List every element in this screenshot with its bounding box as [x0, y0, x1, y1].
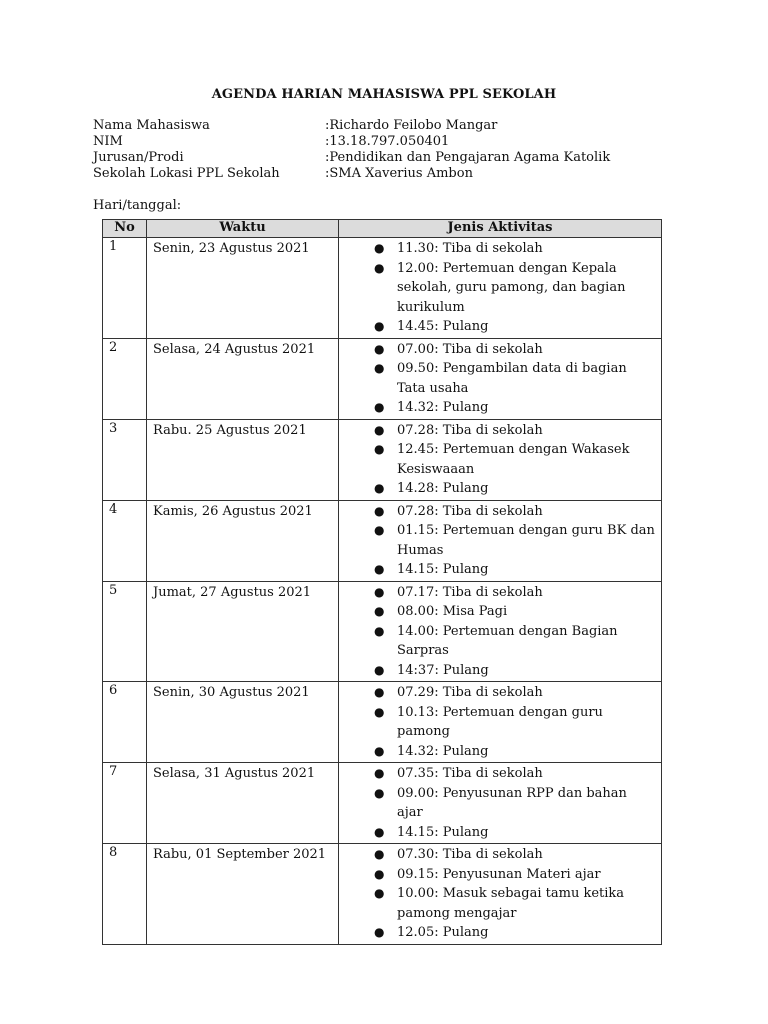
bullet-icon: ●: [374, 847, 385, 861]
activity-text: 01.15: Pertemuan dengan guru BK dan Humas: [397, 523, 655, 558]
cell-no: 6: [103, 682, 147, 763]
cell-waktu: Rabu. 25 Agustus 2021: [147, 419, 339, 500]
activity-text: 14.00: Pertemuan dengan Bagian Sarpras: [397, 623, 618, 658]
info-row: [93, 150, 610, 166]
activity-list: [345, 502, 655, 580]
cell-aktivitas: [339, 419, 662, 500]
list-item: [345, 622, 655, 661]
bullet-icon: ●: [374, 562, 385, 576]
cell-aktivitas: [339, 844, 662, 945]
table-row: [103, 844, 662, 945]
activity-list: [345, 421, 655, 499]
bullet-icon: ●: [374, 260, 385, 275]
list-item: [345, 317, 655, 337]
bullet-icon: ●: [374, 824, 385, 839]
activity-text: 14.32: Pulang: [397, 743, 489, 759]
cell-aktivitas: [339, 682, 662, 763]
cell-no: 7: [103, 763, 147, 844]
list-item: [345, 479, 655, 499]
hari-tanggal-label: Hari/tanggal:: [93, 198, 182, 213]
header-aktivitas: Jenis Aktivitas: [339, 220, 662, 238]
activity-text: 07.17: Tiba di sekolah: [397, 584, 543, 600]
table-row: [103, 763, 662, 844]
cell-aktivitas: [339, 500, 662, 581]
activity-list: [345, 583, 655, 681]
list-item: [345, 602, 655, 622]
list-item: [345, 683, 655, 703]
bullet-icon: ●: [374, 503, 385, 518]
activity-text: 07.28: Tiba di sekolah: [397, 503, 543, 519]
cell-waktu: Selasa, 24 Agustus 2021: [147, 338, 339, 419]
info-row: [93, 166, 610, 182]
bullet-icon: ●: [374, 766, 385, 780]
table-row: [103, 500, 662, 581]
table-row: [103, 419, 662, 500]
cell-no: 1: [103, 238, 147, 339]
cell-no: 2: [103, 338, 147, 419]
bullet-icon: ●: [374, 319, 385, 333]
bullet-icon: ●: [374, 685, 385, 699]
table-row: [103, 682, 662, 763]
student-info: [93, 118, 610, 182]
activity-list: [345, 340, 655, 418]
activity-text: 10.13: Pertemuan dengan guru pamong: [397, 704, 603, 739]
info-value: :Pendidikan dan Pengajaran Agama Katolik: [325, 150, 611, 165]
bullet-icon: ●: [374, 704, 385, 719]
cell-aktivitas: [339, 238, 662, 339]
cell-waktu: Rabu, 01 September 2021: [147, 844, 339, 945]
info-label: Jurusan/Prodi: [93, 150, 184, 165]
bullet-icon: ●: [374, 866, 385, 881]
cell-aktivitas: [339, 581, 662, 682]
bullet-icon: ●: [374, 785, 385, 800]
list-item: [345, 865, 655, 885]
info-value: :13.18.797.050401: [325, 134, 450, 149]
activity-list: [345, 764, 655, 842]
cell-no: 8: [103, 844, 147, 945]
cell-no: 3: [103, 419, 147, 500]
list-item: [345, 845, 655, 865]
activity-text: 07.30: Tiba di sekolah: [397, 847, 543, 862]
info-row: [93, 134, 610, 150]
activity-text: 07.29: Tiba di sekolah: [397, 685, 543, 700]
activity-list: [345, 239, 655, 337]
cell-aktivitas: [339, 763, 662, 844]
activity-text: 09.15: Penyusunan Materi ajar: [397, 866, 601, 882]
list-item: [345, 359, 655, 398]
bullet-icon: ●: [374, 743, 385, 758]
cell-waktu: Senin, 30 Agustus 2021: [147, 682, 339, 763]
activity-text: 14.45: Pulang: [397, 319, 489, 334]
list-item: [345, 583, 655, 603]
activity-text: 11.30: Tiba di sekolah: [397, 241, 543, 256]
activity-text: 14.15: Pulang: [397, 562, 489, 577]
bullet-icon: ●: [374, 481, 385, 495]
activity-text: 09.00: Penyusunan RPP dan bahan ajar: [397, 785, 627, 820]
bullet-icon: ●: [374, 662, 385, 677]
cell-no: 4: [103, 500, 147, 581]
list-item: [345, 259, 655, 318]
list-item: [345, 521, 655, 560]
list-item: [345, 764, 655, 784]
cell-waktu: Selasa, 31 Agustus 2021: [147, 763, 339, 844]
list-item: [345, 923, 655, 943]
activity-text: 07.35: Tiba di sekolah: [397, 766, 543, 781]
bullet-icon: ●: [374, 341, 385, 356]
bullet-icon: ●: [374, 361, 385, 375]
list-item: [345, 440, 655, 479]
bullet-icon: ●: [374, 623, 385, 638]
document-title: AGENDA HARIAN MAHASISWA PPL SEKOLAH: [211, 87, 557, 102]
activity-text: 10.00: Masuk sebagai tamu ketika pamong mengajar: [397, 886, 625, 921]
bullet-icon: ●: [374, 925, 385, 939]
activity-list: [345, 683, 655, 761]
header-waktu: Waktu: [147, 220, 339, 238]
bullet-icon: ●: [374, 523, 385, 537]
table-row: [103, 238, 662, 339]
list-item: [345, 502, 655, 522]
bullet-icon: ●: [374, 584, 385, 599]
cell-waktu: Jumat, 27 Agustus 2021: [147, 581, 339, 682]
bullet-icon: ●: [374, 241, 385, 255]
cell-aktivitas: [339, 338, 662, 419]
activity-text: 07.00: Tiba di sekolah: [397, 341, 543, 357]
list-item: [345, 560, 655, 580]
header-no: No: [103, 220, 147, 238]
activity-text: 12.05: Pulang: [397, 925, 489, 940]
info-row: [93, 118, 610, 134]
activity-text: 14:37: Pulang: [397, 662, 489, 678]
list-item: [345, 421, 655, 441]
activity-text: 12.45: Pertemuan dengan Wakasek Kesiswaaan: [397, 442, 630, 477]
activity-text: 14.15: Pulang: [397, 824, 489, 840]
agenda-table: [102, 219, 662, 945]
list-item: [345, 823, 655, 843]
list-item: [345, 239, 655, 259]
list-item: [345, 884, 655, 923]
table-header-row: [103, 220, 662, 238]
activity-text: 12.00: Pertemuan dengan Kepala sekolah, guru pamong, dan bagian kurikulum: [397, 260, 626, 315]
activity-text: 08.00: Misa Pagi: [397, 604, 508, 619]
activity-text: 14.28: Pulang: [397, 481, 489, 496]
activity-list: [345, 845, 655, 943]
cell-waktu: Senin, 23 Agustus 2021: [147, 238, 339, 339]
table-row: [103, 581, 662, 682]
bullet-icon: ●: [374, 422, 385, 437]
table-row: [103, 338, 662, 419]
list-item: [345, 742, 655, 762]
info-value: :Richardo Feilobo Mangar: [325, 118, 498, 133]
info-value: :SMA Xaverius Ambon: [325, 166, 473, 181]
cell-waktu: Kamis, 26 Agustus 2021: [147, 500, 339, 581]
activity-text: 09.50: Pengambilan data di bagian Tata usaha: [397, 361, 627, 396]
list-item: [345, 340, 655, 360]
bullet-icon: ●: [374, 886, 385, 900]
bullet-icon: ●: [374, 442, 385, 456]
activity-text: 07.28: Tiba di sekolah: [397, 422, 543, 438]
list-item: [345, 703, 655, 742]
info-label: NIM: [93, 134, 123, 149]
list-item: [345, 398, 655, 418]
bullet-icon: ●: [374, 604, 385, 618]
cell-no: 5: [103, 581, 147, 682]
info-label: Nama Mahasiswa: [93, 118, 210, 133]
list-item: [345, 661, 655, 681]
bullet-icon: ●: [374, 400, 385, 414]
list-item: [345, 784, 655, 823]
activity-text: 14.32: Pulang: [397, 400, 489, 415]
info-label: Sekolah Lokasi PPL Sekolah: [93, 166, 280, 181]
